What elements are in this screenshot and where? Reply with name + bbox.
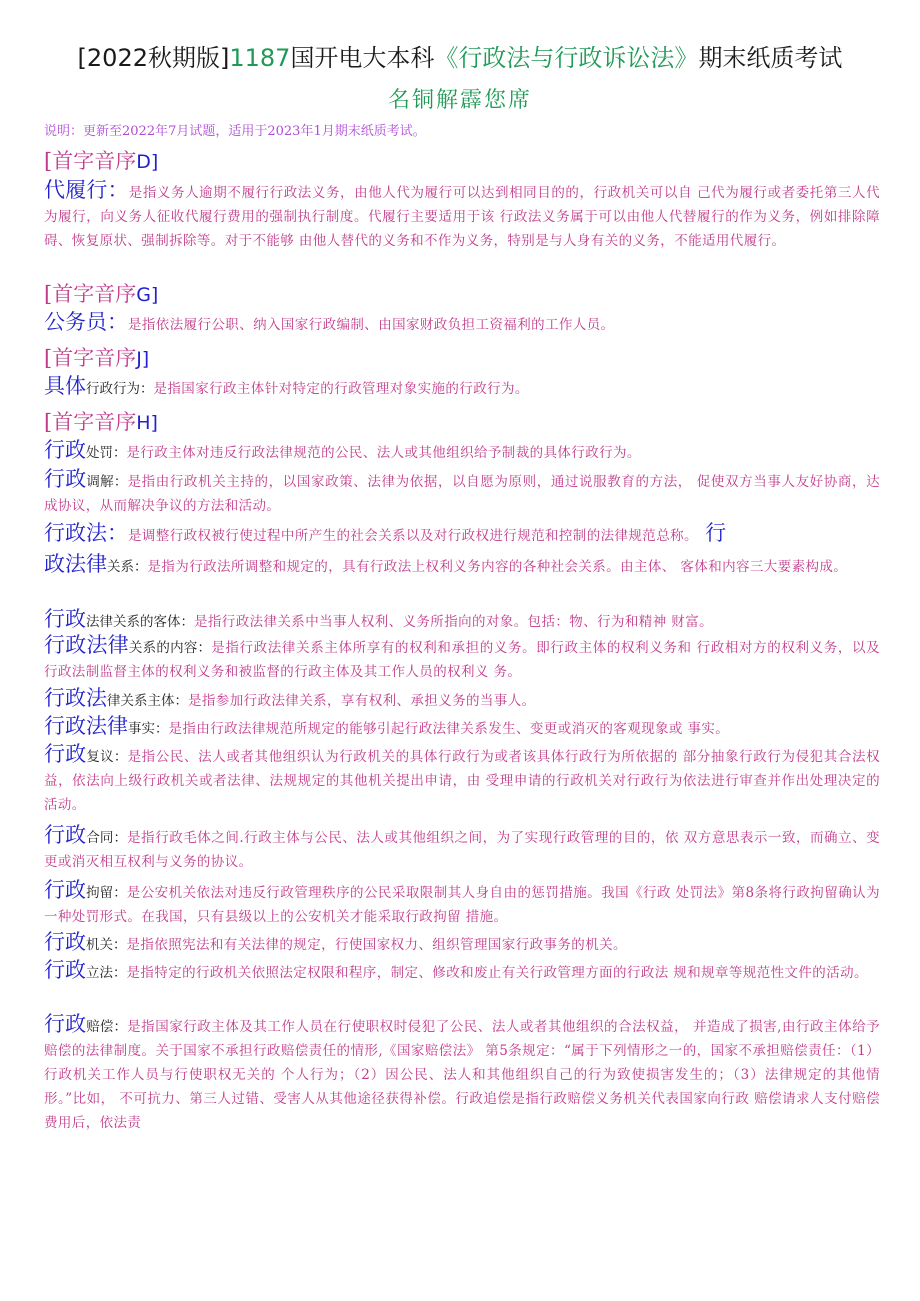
entry-xing-zheng-li-fa [44, 958, 880, 985]
entry-term: 行政法： [44, 521, 128, 545]
entry-text: 是指依法履行公职、纳入国家行政编制、由国家财政负担工资福利的工作人员。 [128, 317, 615, 333]
entry-xing-zheng-pei-chang [44, 1012, 880, 1135]
section-label: [首字音序 [44, 282, 137, 306]
entry-xing-zheng-ju-liu [44, 878, 880, 929]
entry-term-sub: 拘留： [86, 885, 127, 901]
entry-xing-zheng-tiao-jie [44, 467, 880, 518]
entry-term-sub: 合同： [86, 830, 128, 846]
document-title [0, 40, 920, 76]
entry-text: 是指行政毛体之间.行政主体与公民、法人或其他组织之间，为了实现行政管理的目的，依 双方意思表示一致，而确立、变更或消灭相互权利与义务的协议。 [44, 830, 881, 870]
title-prefix: [2022秋期版] [77, 44, 230, 72]
section-heading-j [44, 344, 149, 373]
title-book: 《行政法与行政诉讼法》 [434, 44, 699, 72]
entry-xing-zheng-he-tong [44, 823, 880, 874]
entry-term-sub: 复议： [86, 749, 128, 765]
entry-term-sub: 机关： [86, 937, 127, 953]
entry-term: 行政 [44, 878, 87, 902]
section-heading-g [44, 280, 158, 309]
entry-guan-xi-nei-rong [44, 633, 880, 684]
entry-text: 是调整行政权被行使过程中所产生的社会关系以及对行政权进行规范和控制的法律规范总称。 [128, 528, 692, 544]
entry-term-sub: 调解： [86, 474, 128, 490]
document-note: 说明：更新至2022年7月试题，适用于2023年1月期末纸质考试。 [44, 124, 426, 139]
entry-text: 是指公民、法人或者其他组织认为行政机关的具体行政行为或者该具体行政行为所依据的 部分抽象行政行为侵犯其合法权益，依法向上级行政机关或者法律、法规规定的其他机关提出申请，由 受理申请的行政机关对行政行为依法进行审查并作出处理决定的活动。 [44, 749, 881, 813]
section-label: [首字音序 [44, 410, 137, 434]
title-suffix: 期末纸质考试 [698, 44, 843, 72]
entry-text: 是指行政法律关系中当事人权利、义务所指向的对象。包括：物、行为和精神 财富。 [194, 614, 713, 630]
document-subtitle: 名铜解霹您席 [387, 88, 532, 113]
section-letter: H] [136, 412, 158, 434]
entry-ju-ti-xing-wei [44, 374, 880, 401]
entry-text: 是公安机关依法对违反行政管理秩序的公民采取限制其人身自由的惩罚措施。我国《行政 处罚法》第8条将行政拘留确认为一种处罚形式。在我国，只有县级以上的公安机关才能采取行政拘留 措施。 [44, 885, 881, 925]
entry-gong-wu-yuan [44, 310, 880, 337]
entry-term-continued: 行 [705, 521, 727, 545]
entry-xing-zheng-ji-guan [44, 930, 880, 957]
section-letter: D] [136, 151, 159, 173]
entry-xing-zheng-chu-fa [44, 438, 880, 465]
entry-term: 行政 [44, 467, 87, 491]
entry-text: 是指为行政法所调整和规定的，具有行政法上权利义务内容的各种社会关系。由主体、 客体和内容三大要素构成。 [147, 559, 848, 575]
entry-term: 行政法 [44, 686, 107, 710]
entry-fa-lv-shi-shi [44, 714, 880, 741]
entry-term-sub: 关系： [107, 559, 148, 575]
entry-term-sub: 事实： [128, 721, 169, 737]
entry-fa-lv-guan-xi [44, 552, 880, 579]
entry-term: 具体 [44, 374, 86, 398]
title-school: 国开电大本科 [290, 44, 435, 72]
entry-term: 行政 [44, 958, 86, 982]
entry-term: 行政 [44, 742, 87, 766]
entry-term: 行政 [44, 1012, 87, 1036]
section-heading-d [44, 147, 158, 176]
section-label: [首字音序 [44, 346, 137, 370]
entry-term-sub: 关系的内容： [128, 640, 212, 656]
entry-term: 行政 [44, 607, 86, 631]
entry-text: 是指依照宪法和有关法律的规定，行使国家权力、组织管理国家行政事务的机关。 [126, 937, 627, 953]
section-letter: J] [136, 348, 150, 370]
entry-text: 是指参加行政法律关系，享有权利、承担义务的当事人。 [188, 693, 536, 709]
section-letter: G] [136, 284, 159, 306]
entry-text: 是指特定的行政机关依照法定权限和程序，制定、修改和废止有关行政管理方面的行政法 规和规章等规范性文件的活动。 [126, 965, 868, 981]
entry-term-sub: 行政行为： [86, 381, 154, 397]
entry-term: 代履行： [44, 178, 129, 202]
entry-text: 是指国家行政主体及其工作人员在行使职权时侵犯了公民、法人或者其他组织的合法权益， 并造成了损害,由行政主体给予赔偿的法律制度。关于国家不承担行政赔偿责任的情形,《国家赔偿法》 第5条规定：“属于下列情形之一的，国家不承担赔偿责任：（1）行政机关工作人员与行使职权无关的 个人行为；（2）因公民、法人和其他组织自己的行为致使损害发生的；（3）法律规定的其他情形。”比如， 不可抗力、第三人过错、受害人从其他途径获得补偿。行政追偿是指行政赔偿义务机关代表国家向行政 赔偿请求人支付赔偿费用后，依法责 [44, 1019, 881, 1131]
entry-text: 是指行政法律关系主体所享有的权利和承担的义务。即行政主体的权利义务和 行政相对方的权利义务，以及行政法制监督主体的权利义务和被监督的行政主体及其工作人员的权利义 务。 [44, 640, 881, 680]
entry-term: 行政法律 [44, 633, 129, 657]
entry-term: 行政法律 [44, 714, 128, 738]
entry-term: 行政 [44, 930, 86, 954]
entry-text: 是指义务人逾期不履行行政法义务，由他人代为履行可以达到相同目的的，行政机关可以自 己代为履行或者委托第三人代为履行，向义务人征收代履行费用的强制执行制度。代履行主要适用于该 行政法义务属于可以由他人代替履行的作为义务，例如排除障碍、恢复原状、强制拆除等。对于不能够 由他人替代的义务和不作为义务，特别是与人身有关的义务，不能适用代履行。 [44, 185, 881, 249]
entry-term-sub: 律关系主体： [107, 693, 188, 709]
entry-term-sub: 处罚： [86, 445, 127, 461]
entry-term-sub: 赔偿： [86, 1019, 128, 1035]
entry-guan-xi-zhu-ti [44, 686, 880, 713]
entry-xing-zheng-fa [44, 521, 880, 548]
entry-text: 是指国家行政主体针对特定的行政管理对象实施的行政行为。 [153, 381, 529, 397]
title-code: 1187 [229, 44, 291, 72]
entry-term-sub: 立法： [86, 965, 127, 981]
section-label: [首字音序 [44, 149, 137, 173]
section-heading-h [44, 408, 158, 437]
entry-term: 政法律 [44, 552, 107, 576]
entry-xing-zheng-fu-yi [44, 742, 880, 817]
entry-text: 是指由行政机关主持的，以国家政策、法律为依据，以自愿为原则，通过说服教育的方法， 促使双方当事人友好协商，达成协议，从而解决争议的方法和活动。 [44, 474, 881, 514]
entry-term: 行政 [44, 823, 87, 847]
entry-text: 是行政主体对违反行政法律规范的公民、法人或其他组织给予制裁的具体行政行为。 [126, 445, 641, 461]
entry-term: 行政 [44, 438, 86, 462]
entry-text: 是指由行政法律规范所规定的能够引起行政法律关系发生、变更或消灭的客观现象或 事实。 [168, 721, 730, 737]
entry-term: 公务员： [44, 310, 128, 334]
entry-term-sub: 法律关系的客体： [86, 614, 194, 630]
entry-guan-xi-ke-ti [44, 607, 880, 634]
entry-dai-lu-xing [44, 178, 880, 253]
